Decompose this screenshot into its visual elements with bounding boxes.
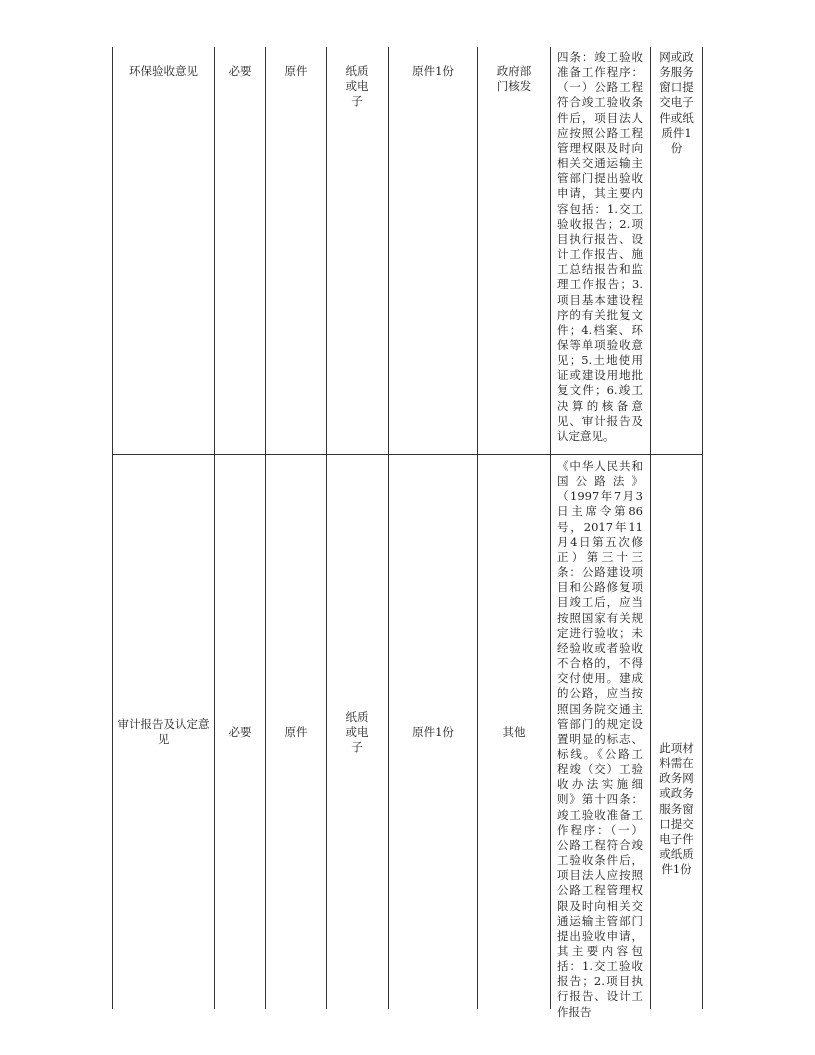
legal-basis: 四条：竣工验收准备工作程序：（一）公路工程符合竣工验收条件后，项目法人应按照公路工程管理权限及时向相关交通运输主管部门提出验收申请，其主要内容包括：1.交工验收报告；2.项目执行报告、设计工作报告、施工总结报告和监理工作报告；3.项目基本建设程序的有关批复文件；4.档案、环保等单项验收意见；5.土地使用证或建设用地批复文件；6.竣工决算的核备意见、审计报告及认定意见。 bbox=[557, 50, 643, 443]
material-name: 环保验收意见 bbox=[129, 64, 198, 78]
material-count: 原件1份 bbox=[412, 64, 454, 78]
column-divider bbox=[326, 47, 327, 1009]
material-form: 纸质或电子 bbox=[345, 709, 369, 754]
submission-note: 此项材料需在政务网或政务服务窗口提交电子件或纸质件1份 bbox=[659, 741, 694, 877]
column-divider bbox=[650, 47, 651, 1009]
material-type: 原件 bbox=[284, 64, 308, 78]
submission-note: 网或政务服务窗口提交电子件或纸质件1份 bbox=[659, 50, 694, 155]
materials-table bbox=[112, 47, 703, 1019]
material-name: 审计报告及认定意见 bbox=[117, 717, 210, 746]
material-source: 政府部门核发 bbox=[496, 64, 532, 93]
table-border-right bbox=[702, 47, 703, 1009]
material-type: 原件 bbox=[284, 724, 308, 739]
required-flag: 必要 bbox=[228, 724, 252, 739]
column-divider bbox=[550, 47, 551, 1009]
material-form: 纸质或电子 bbox=[345, 64, 369, 108]
material-source: 其他 bbox=[502, 724, 526, 739]
required-flag: 必要 bbox=[228, 64, 252, 78]
legal-basis: 《中华人民共和国公路法》（1997年7月3日主席令第86号，2017年11月4日第五次修正）第三十三条：公路建设项目和公路修复项目竣工后，应当按照国家有关规定进行验收；未经验收或者验收不合格的，不得交付使用。建成的公路，应当按照国务院交通主管部门的规定设置明显的标志、标线。《公路工程竣（交）工验收办法实施细则》第十四条：竣工验收准备工作程序：（一）公路工程符合竣工验收条件后，项目法人应按照公路工程管理权限及时向相关交通运输主管部门提出验收申请，其主要内容包括：1.交工验收报告；2.项目执行报告、设计工作报告 bbox=[557, 459, 643, 1019]
material-count: 原件1份 bbox=[412, 724, 454, 739]
